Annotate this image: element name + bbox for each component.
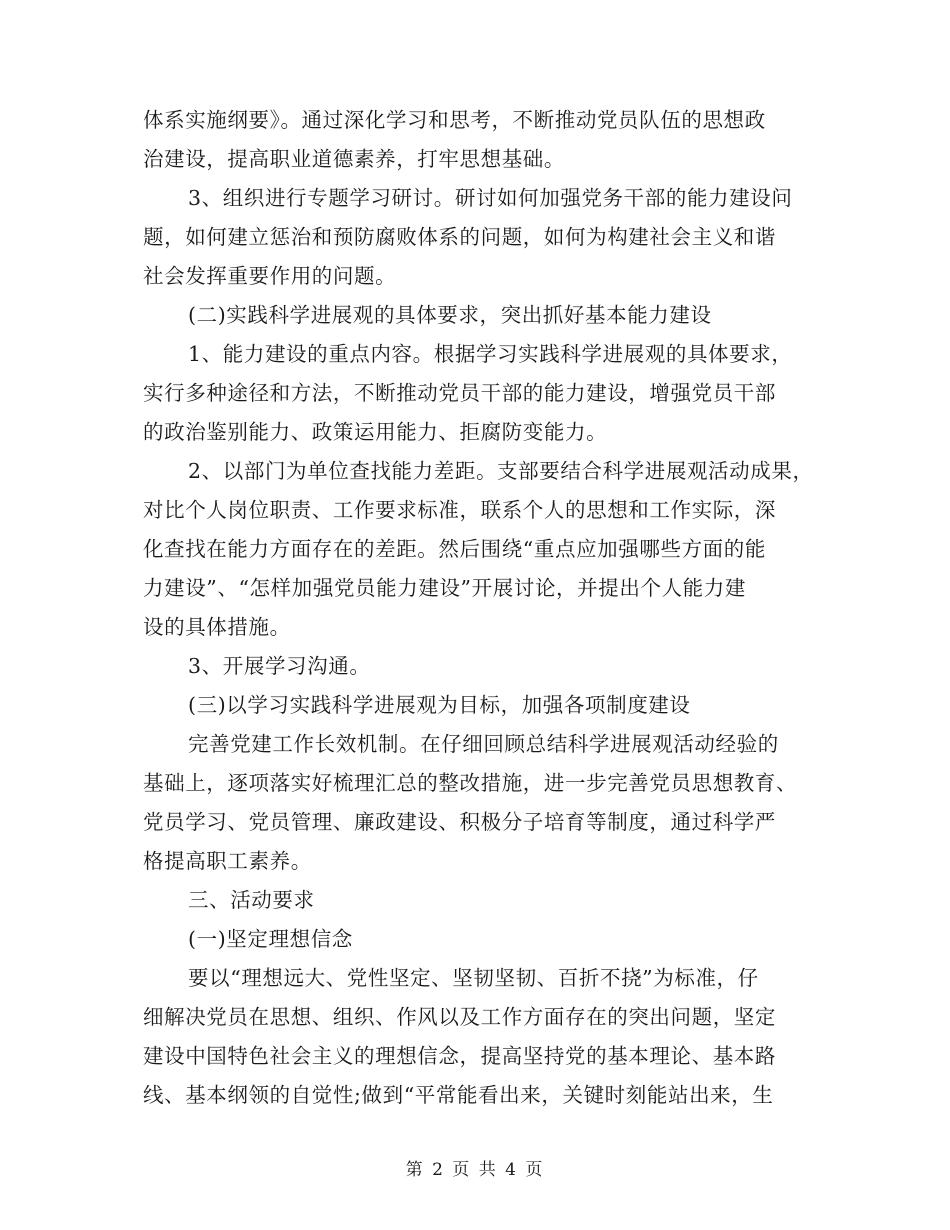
page-number: 第 2 页 共 4 页 <box>405 1160 545 1180</box>
text-line: (三)以学习实践科学进展观为目标，加强各项制度建设 <box>188 693 691 717</box>
text-line: 设的具体措施。 <box>143 615 291 639</box>
text-line: 基础上，逐项落实好梳理汇总的整改措施，进一步完善党员思想教育、 <box>143 771 798 795</box>
text-line: 格提高职工素养。 <box>143 849 312 873</box>
text-line: (二)实践科学进展观的具体要求，突出抓好基本能力建设 <box>188 303 712 327</box>
text-line: 党员学习、党员管理、廉政建设、积极分子培育等制度，通过科学严 <box>143 810 776 834</box>
text-line: 化查找在能力方面存在的差距。然后围绕“重点应加强哪些方面的能 <box>143 537 766 561</box>
text-line: 实行多种途径和方法，不断推动党员干部的能力建设，增强党员干部 <box>143 381 776 405</box>
text-line: 体系实施纲要》。通过深化学习和思考，不断推动党员队伍的思想政 <box>143 108 766 132</box>
text-line: 力建设”、“怎样加强党员能力建设”开展讨论，并提出个人能力建 <box>143 576 746 600</box>
text-line: 治建设，提高职业道德素养，打牢思想基础。 <box>143 147 565 171</box>
text-line: 要以“理想远大、党性坚定、坚韧坚韧、百折不挠”为标准，仔 <box>188 966 759 990</box>
text-line: 3、组织进行专题学习研讨。研讨如何加强党务干部的能力建设问 <box>188 186 793 210</box>
text-line: 社会发挥重要作用的问题。 <box>143 264 397 288</box>
text-line: 建设中国特色社会主义的理想信念，提高坚持党的基本理论、基本路 <box>143 1044 776 1068</box>
text-line: 完善党建工作长效机制。在仔细回顾总结科学进展观活动经验的 <box>188 732 779 756</box>
text-line: 三、活动要求 <box>188 888 315 912</box>
text-line: 题，如何建立惩治和预防腐败体系的问题，如何为构建社会主义和谐 <box>143 225 776 249</box>
text-line: 3、开展学习沟通。 <box>188 654 371 678</box>
document-body <box>143 101 823 1115</box>
text-line: 细解决党员在思想、组织、作风以及工作方面存在的突出问题，坚定 <box>143 1005 776 1029</box>
text-line: 线、基本纲领的自觉性;做到“平常能看出来，关键时刻能站出来，生 <box>143 1083 774 1107</box>
text-line: 对比个人岗位职责、工作要求标准，联系个人的思想和工作实际，深 <box>143 498 776 522</box>
text-line: 1、能力建设的重点内容。根据学习实践科学进展观的具体要求， <box>188 342 793 366</box>
text-line: 的政治鉴别能力、政策运用能力、拒腐防变能力。 <box>143 420 608 444</box>
text-line: 2、以部门为单位查找能力差距。支部要结合科学进展观活动成果， <box>188 459 814 483</box>
text-line: (一)坚定理想信念 <box>188 927 353 951</box>
page-footer <box>0 1155 950 1180</box>
